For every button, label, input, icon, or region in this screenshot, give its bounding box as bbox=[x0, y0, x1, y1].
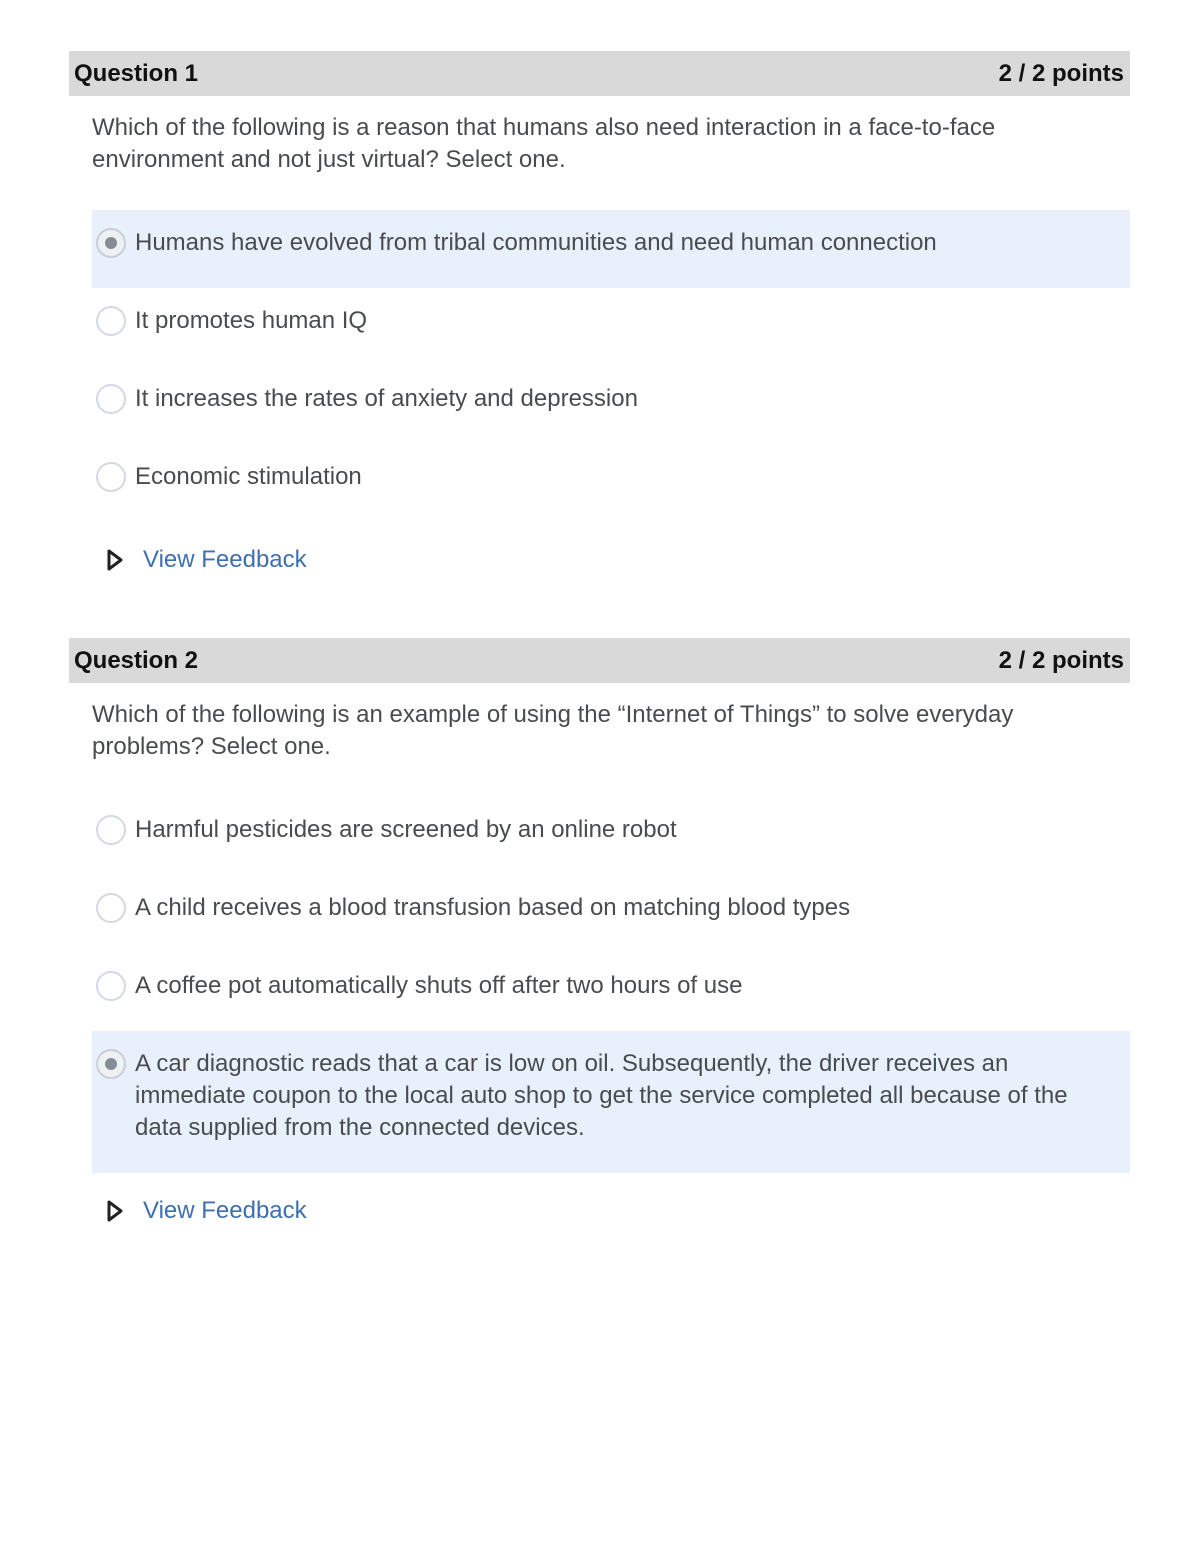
question-header bbox=[69, 51, 1130, 96]
question-2 bbox=[69, 638, 1130, 1225]
radio-button[interactable] bbox=[96, 971, 126, 1001]
view-feedback-link[interactable]: View Feedback bbox=[143, 546, 307, 573]
answer-option-label: A car diagnostic reads that a car is low on oil. Subsequently, the driver receives an immediate coupon to the local auto shop to get the service completed all because of the data supplied from the connected devices. bbox=[135, 1050, 1068, 1141]
answer-option-label: Economic stimulation bbox=[135, 463, 362, 490]
answer-options bbox=[69, 210, 1130, 522]
question-header bbox=[69, 638, 1130, 683]
radio-button[interactable] bbox=[96, 306, 126, 336]
answer-option-3[interactable] bbox=[92, 366, 1130, 444]
answer-option-1[interactable] bbox=[92, 797, 1130, 875]
answer-option-label: Harmful pesticides are screened by an online robot bbox=[135, 816, 677, 843]
answer-option-2[interactable] bbox=[92, 288, 1130, 366]
answer-option-label: It promotes human IQ bbox=[135, 307, 368, 334]
question-points: 2 / 2 points bbox=[998, 646, 1124, 674]
question-text: Which of the following is a reason that humans also need interaction in a face-to-face environment and not just virtual? Select one. bbox=[92, 114, 996, 173]
view-feedback-toggle[interactable] bbox=[105, 546, 1130, 574]
question-1 bbox=[69, 51, 1130, 574]
question-points: 2 / 2 points bbox=[998, 59, 1124, 87]
radio-button[interactable] bbox=[96, 893, 126, 923]
radio-button[interactable] bbox=[96, 815, 126, 845]
question-text: Which of the following is an example of using the “Internet of Things” to solve everyday problems? Select one. bbox=[92, 701, 1014, 760]
radio-button[interactable] bbox=[96, 384, 126, 414]
view-feedback-toggle[interactable] bbox=[105, 1197, 1130, 1225]
question-title: Question 2 bbox=[74, 646, 199, 674]
view-feedback-link[interactable]: View Feedback bbox=[143, 1197, 307, 1224]
answer-option-label: Humans have evolved from tribal communities and need human connection bbox=[135, 229, 937, 256]
question-title: Question 1 bbox=[74, 59, 199, 87]
radio-button-selected[interactable] bbox=[96, 228, 126, 258]
answer-option-3[interactable] bbox=[92, 953, 1130, 1031]
answer-option-1[interactable] bbox=[92, 210, 1130, 288]
radio-button-selected[interactable] bbox=[96, 1049, 126, 1079]
answer-option-2[interactable] bbox=[92, 875, 1130, 953]
answer-options bbox=[69, 797, 1130, 1173]
answer-option-label: A child receives a blood transfusion based on matching blood types bbox=[135, 894, 851, 921]
answer-option-label: It increases the rates of anxiety and depression bbox=[135, 385, 638, 412]
answer-option-4[interactable] bbox=[92, 1031, 1130, 1173]
disclosure-triangle-icon[interactable] bbox=[105, 1199, 125, 1223]
radio-button[interactable] bbox=[96, 462, 126, 492]
disclosure-triangle-icon[interactable] bbox=[105, 548, 125, 572]
answer-option-4[interactable] bbox=[92, 444, 1130, 522]
answer-option-label: A coffee pot automatically shuts off after two hours of use bbox=[135, 972, 743, 999]
